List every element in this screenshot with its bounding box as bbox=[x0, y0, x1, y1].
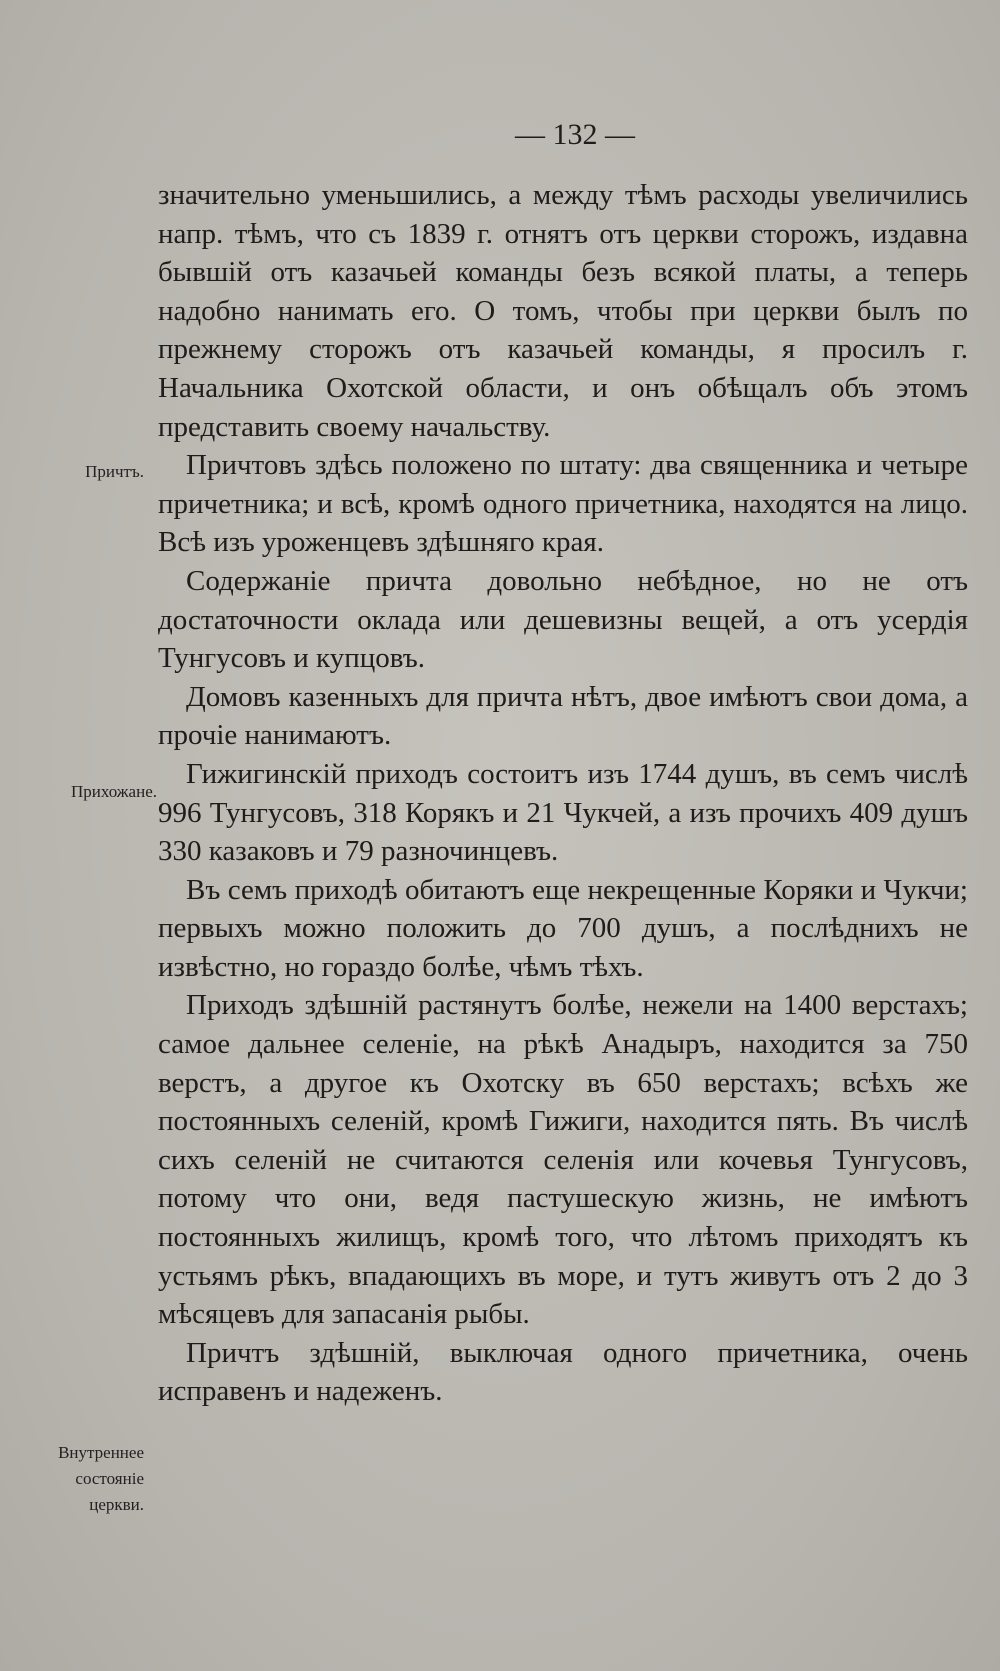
body-text bbox=[158, 176, 968, 1411]
paragraph: Въ семъ приходѣ обитаютъ еще некрещенные Коряки и Чукчи; первыхъ можно положить до 700 душъ, а послѣднихъ не извѣстно, но гораздо болѣе, чѣмъ тѣхъ. bbox=[158, 873, 968, 983]
paragraph: Причтъ здѣшній, выключая одного причетника, очень исправенъ и надеженъ. bbox=[158, 1336, 968, 1408]
paragraph: Гижигинскій приходъ состоитъ изъ 1744 душъ, въ семъ числѣ 996 Тунгусовъ, 318 Корякъ и 21 Чукчей, а изъ прочихъ 409 душъ 330 казаковъ и 79 разночинцевъ. bbox=[158, 757, 968, 868]
paragraph: Домовъ казенныхъ для причта нѣтъ, двое имѣютъ свои дома, а прочіе нанимаютъ. bbox=[158, 680, 968, 752]
side-note-vnutrennee-sostoyanie: Внутреннее состояніе церкви. bbox=[58, 1443, 144, 1514]
paragraph: значительно уменьшились, а между тѣмъ расходы увеличились напр. тѣмъ, что съ 1839 г. отнятъ отъ церкви сторожъ, издавна бывшій отъ казачьей команды безъ всякой платы, а теперь надобно нанимать его. О томъ, чтобы при церкви былъ по прежнему сторожъ отъ казачьей команды, я просилъ г. Начальника Охотской области, и онъ обѣщалъ объ этомъ представить своему начальству. bbox=[158, 179, 968, 443]
paragraph: Причтовъ здѣсь положено по штату: два священника и четыре причетника; и всѣ, кромѣ одного причетника, находятся на лицо. Всѣ изъ уроженцевъ здѣшняго края. bbox=[158, 449, 968, 559]
side-note-prikhozhane: Прихожане. bbox=[71, 782, 157, 801]
page-number: — 132 — bbox=[515, 118, 635, 151]
side-note-prichet: Причтъ. bbox=[85, 462, 144, 481]
paragraph: Приходъ здѣшній растянутъ болѣе, нежели на 1400 верстахъ; самое дальнее селеніе, на рѣкѣ Анадыръ, находится за 750 верстъ, а другое къ Охотску въ 650 верстахъ; всѣхъ же постоянныхъ селеній, кромѣ Гижиги, находится пять. Въ числѣ сихъ селеній не считаются селенія или кочевья Тунгусовъ, потому что они, ведя пастушескую жизнь, не имѣютъ постоянныхъ жилищъ, кромѣ того, что лѣтомъ приходятъ къ устьямъ рѣкъ, впадающихъ въ море, и тутъ живутъ отъ 2 до 3 мѣсяцевъ для запасанія рыбы. bbox=[158, 989, 968, 1331]
paragraph: Содержаніе причта довольно небѣдное, но не отъ достаточности оклада или дешевизны вещей, а отъ усердія Тунгусовъ и купцовъ. bbox=[158, 564, 968, 675]
